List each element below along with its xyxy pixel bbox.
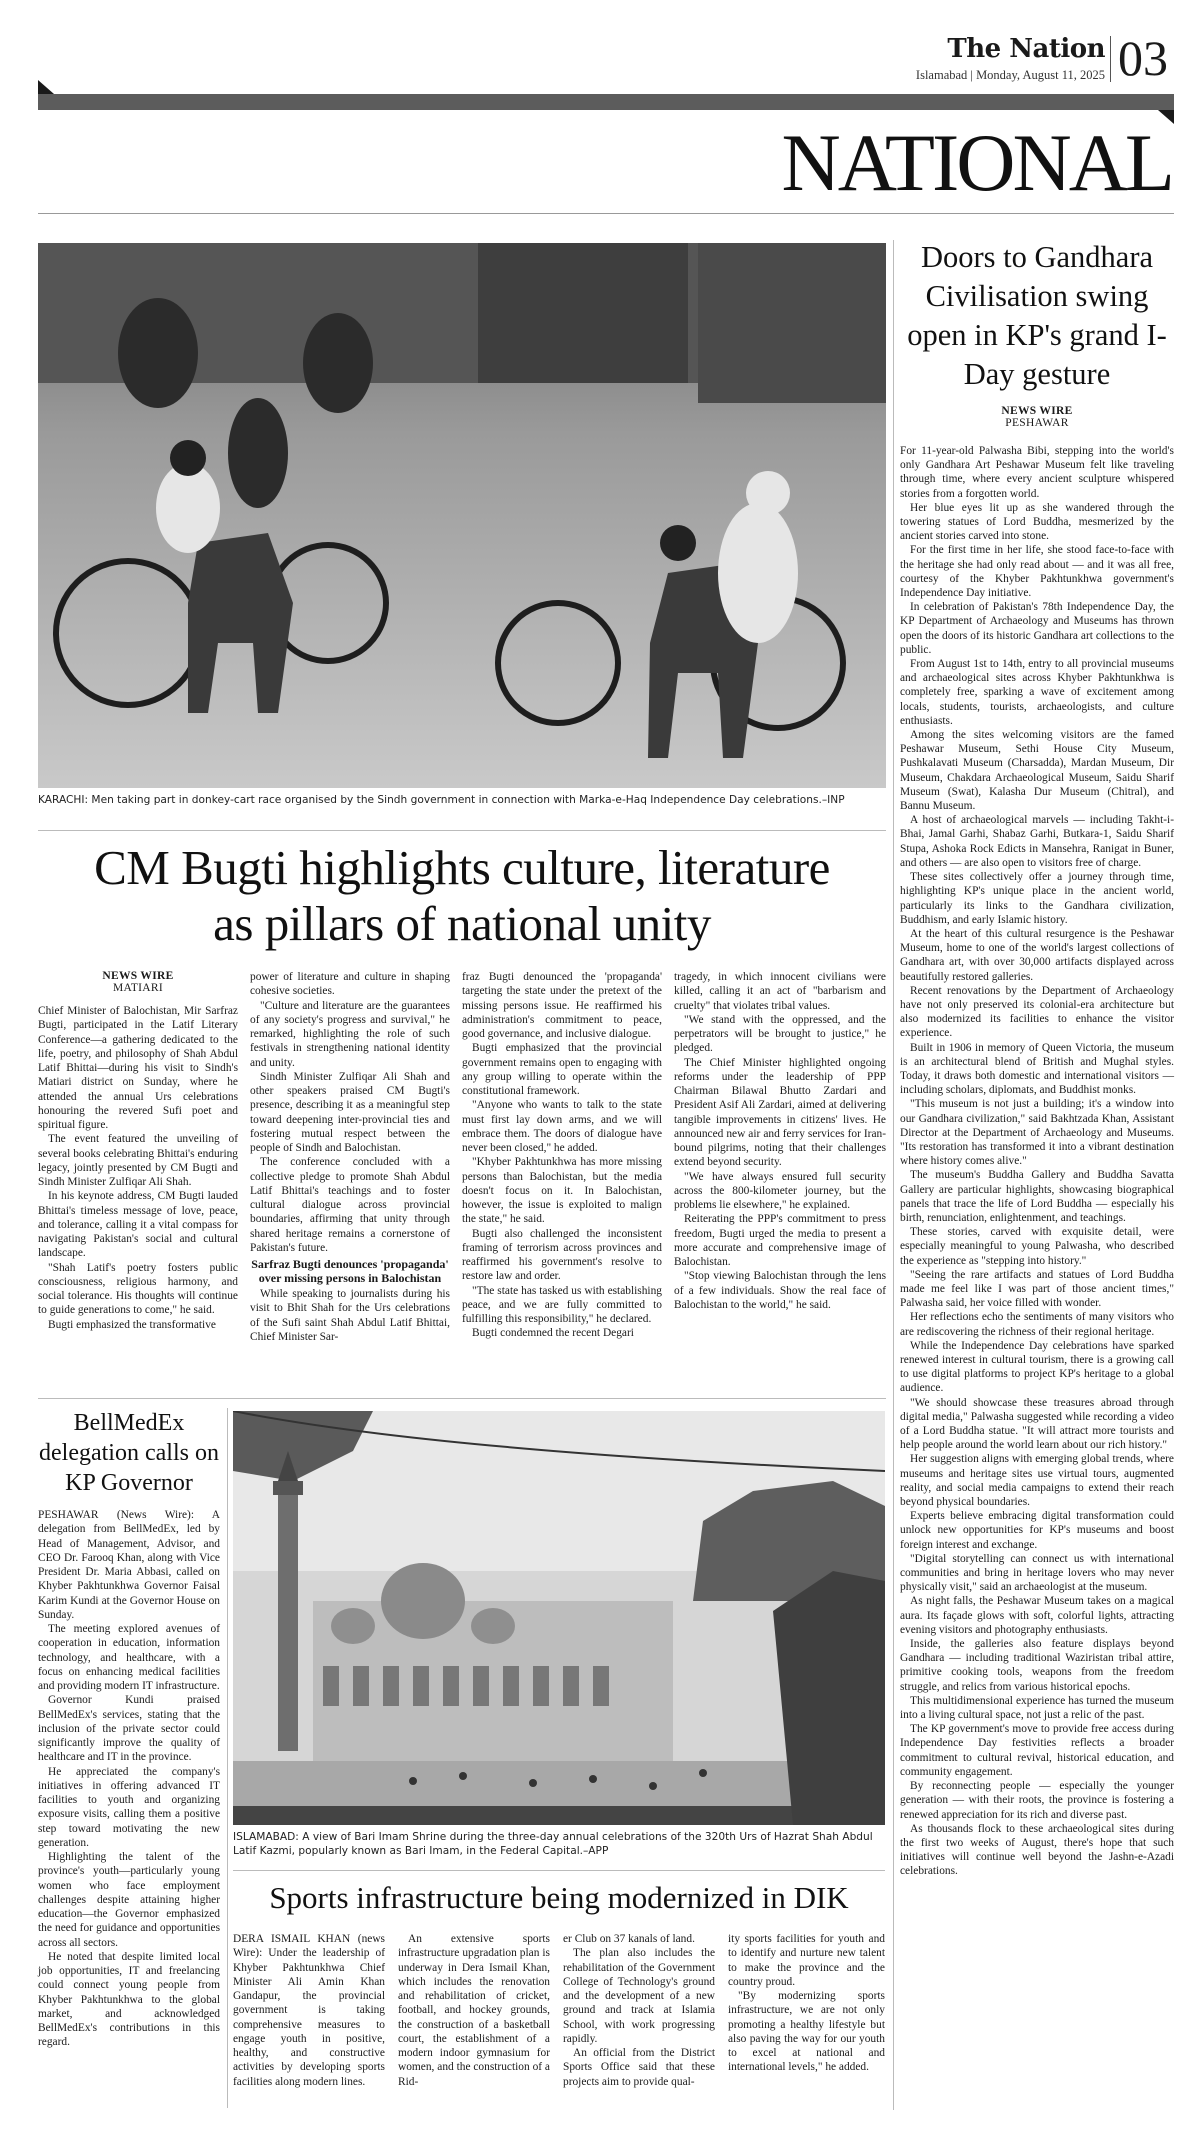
paragraph: He appreciated the company's initiatives in offering advanced IT facilities to youth and organizing exposure visits, calling them a positive step toward motivating the new generation. bbox=[38, 1765, 220, 1849]
paragraph: "Anyone who wants to talk to the state must first lay down arms, and we will embrace them. The doors of dialogue have never been closed," he added. bbox=[462, 1099, 662, 1154]
paragraph: In celebration of Pakistan's 78th Independence Day, the KP Department of Archaeology and Museums has thrown open the doors of its historic Gandhara art collections to the public. bbox=[900, 601, 1174, 656]
bari-imam-shrine-photo bbox=[233, 1411, 885, 1825]
main-story-subhead: Sarfraz Bugti denounces 'propaganda' over missing persons in Balochistan bbox=[251, 1257, 449, 1285]
main-headline-line1: CM Bugti highlights culture, literature bbox=[94, 840, 830, 895]
paragraph: "By modernizing sports infrastructure, we are not only promoting a healthy lifestyle but also paving the way for our youth to excel at national and international levels," he added. bbox=[728, 1990, 885, 2074]
paragraph: An official from the District Sports Office said that these projects aim to provide qual- bbox=[563, 2047, 715, 2088]
left-story-body bbox=[38, 1508, 220, 2050]
paragraph: "Shah Latif's poetry fosters public consciousness, religious harmony, and social tolerance. His thoughts will continue to guide generations to come," he said. bbox=[38, 1261, 238, 1317]
paragraph: For the first time in her life, she stood face-to-face with the heritage she had only read about — and it was all free, courtesy of the Khyber Pakhtunkhwa government's Independence Day initiative. bbox=[900, 544, 1174, 600]
paper-name: The Nation bbox=[947, 34, 1105, 64]
sports-headline: Sports infrastructure being modernized in DIK bbox=[269, 1880, 849, 1915]
paragraph: Reiterating the PPP's commitment to press freedom, Bugti urged the media to present a more accurate and comprehensive image of Balochistan. bbox=[674, 1213, 886, 1268]
paragraph: These stories, carved with exquisite detail, were especially meaningful to young Palwasha, who described the experience as "stepping into history." bbox=[900, 1226, 1174, 1267]
header-bar bbox=[38, 94, 1174, 110]
paragraph: Sindh Minister Zulfiqar Ali Shah and other speakers praised CM Bugti's presence, describing it as a meaningful step toward deepening inter-provincial ties and fostering mutual respect between the people of Sindh and Balochistan. bbox=[250, 1070, 450, 1154]
paragraph: "Culture and literature are the guarantees of any society's progress and survival," he remarked, highlighting the role of such festivals in strengthening national identity and unity. bbox=[250, 999, 450, 1069]
paragraph: DERA ISMAIL KHAN (news Wire): Under the leadership of Khyber Pakhtunkhwa Chief Minister Ali Amin Khan Gandapur, the provincial government is taking comprehensive measures to engage youth in positive, healthy, and constructive activities by developing sports facilities along modern lines. bbox=[233, 1933, 385, 2088]
paragraph: The conference concluded with a collective pledge to promote Shah Abdul Latif Bhittai's teachings and to foster cultural dialogue across provincial boundaries, affirming that unity through shared heritage remains a cornerstone of Pakistan's future. bbox=[250, 1156, 450, 1254]
paragraph: Recent renovations by the Department of Archaeology have not only preserved its colonial-era architecture but also modernized its facilities to enhance the visitor experience. bbox=[900, 984, 1174, 1040]
paragraph: As night falls, the Peshawar Museum takes on a magical aura. Its façade glows with soft, colorful lights, attracting evening visitors and photography enthusiasts. bbox=[900, 1595, 1174, 1636]
header-bar-notch-left bbox=[38, 80, 54, 94]
top-photo-caption: KARACHI: Men taking part in donkey-cart race organised by the Sindh government in connection with Marka-e-Haq Independence Day celebrations.–INP bbox=[38, 794, 845, 806]
main-byline bbox=[38, 970, 238, 994]
paragraph: Highlighting the talent of the province's youth—particularly young women who face employment challenges despite attaining higher education—the Governor emphasized the need for guidance and opportunities across all sectors. bbox=[38, 1851, 220, 1949]
paragraph: The museum's Buddha Gallery and Buddha Savatta Gallery are particular highlights, showcasing biographical panels that trace the life of Lord Buddha — especially his birth, renunciation, enlightenment, and teachings. bbox=[900, 1169, 1174, 1224]
paragraph: Chief Minister of Balochistan, Mir Sarfraz Bugti, participated in the Latif Literary Conference—a gathering dedicated to the life, poetry, and philosophy of Shah Abdul Latif Bhittai—during his visit to Sindh's Matiari district on Sunday, where he attended the annual Urs celebrations honouring the revered Sufi poet and spiritual figure. bbox=[38, 1005, 238, 1131]
section-rule bbox=[38, 213, 1174, 214]
paragraph: The Chief Minister highlighted ongoing reforms under the leadership of PPP Chairman Bilawal Bhutto Zardari and President Asif Ali Zardari, aimed at delivering tangible improvements in citizens' lives. He announced new air and ferry services for Iran-bound pilgrims, noting that their challenges extend beyond security. bbox=[674, 1056, 886, 1169]
masthead bbox=[0, 0, 1200, 215]
donkey-cart-race-photo bbox=[38, 243, 886, 788]
left-headline: BellMedEx delegation calls on KP Governor bbox=[39, 1410, 219, 1496]
paragraph: "We stand with the oppressed, and the perpetrators will be brought to justice," he pledged. bbox=[674, 1013, 886, 1055]
dateline-separator: | bbox=[970, 68, 977, 82]
main-headline bbox=[38, 840, 886, 952]
bottom-photo-caption: ISLAMABAD: A view of Bari Imam Shrine during the three-day annual celebrations of the 320th Urs of Hazrat Shah Abdul Latif Kazmi, popularly known as Bari Imam, in the Federal Capital.–APP bbox=[233, 1831, 873, 1857]
paragraph: Governor Kundi praised BellMedEx's services, stating that the inclusion of the private sector could significantly improve the quality of healthcare and IT in the province. bbox=[38, 1694, 220, 1764]
main-story-col3 bbox=[462, 970, 662, 1341]
paragraph: "Khyber Pakhtunkhwa has more missing persons than Balochistan, but the media doesn't focus on it. In Balochistan, however, the issue is exploited to malign the state," he said. bbox=[462, 1156, 662, 1226]
paragraph: The event featured the unveiling of several books celebrating Bhittai's enduring legacy, jointly presented by CM Bugti and Sindh Minister Zulfiqar Ali Shah. bbox=[38, 1133, 238, 1188]
dateline-city: Islamabad bbox=[915, 68, 968, 82]
paragraph: As thousands flock to these archaeological sites during the first two weeks of August, there's hope that such initiatives will continue well beyond the Jashn-e-Azadi celebrations. bbox=[900, 1822, 1174, 1878]
paragraph: Bugti emphasized that the provincial government remains open to engaging with any group willing to operate within the constitutional framework. bbox=[462, 1042, 662, 1097]
paragraph: "Digital storytelling can connect us with international communities and bring in heritage lovers who may never physically visit," said an archaeologist at the museum. bbox=[900, 1552, 1174, 1594]
masthead-divider bbox=[1110, 36, 1111, 82]
main-byline-wire: NEWS WIRE bbox=[102, 970, 174, 982]
paragraph: "We should showcase these treasures abroad through digital media," Palwasha suggested while recording a video of a Lord Buddha statue. "It will attract more tourists and help people around the world learn about our rich history." bbox=[900, 1396, 1174, 1452]
main-headline-line2: as pillars of national unity bbox=[213, 896, 711, 951]
main-byline-place: MATIARI bbox=[112, 982, 163, 994]
paragraph: From August 1st to 14th, entry to all provincial museums and archaeological sites across Khyber Pakhtunkhwa is completely free, sparking a wave of excitement among locals, students, tourists, archaeologists, and culture enthusiasts. bbox=[900, 658, 1174, 727]
right-byline-wire: NEWS WIRE bbox=[1001, 405, 1073, 417]
paragraph: ity sports facilities for youth and to identify and nurture new talent to make the province and the country proud. bbox=[728, 1933, 885, 1988]
paragraph: "Seeing the rare artifacts and statues of Lord Buddha made me feel like I was part of those ancient times," Palwasha said, her voice filled with wonder. bbox=[900, 1268, 1174, 1310]
paragraph: The plan also includes the rehabilitation of the Government College of Technology's ground and the development of a new ground and track at Islamia School, with work progressing rapidly. bbox=[563, 1947, 715, 2045]
paragraph: power of literature and culture in shaping cohesive societies. bbox=[250, 971, 450, 998]
paragraph: Her blue eyes lit up as she wandered through the towering statues of Lord Buddha, mesmerized by the ancient stories carved into stone. bbox=[900, 501, 1174, 543]
caption-rule bbox=[38, 830, 886, 831]
paragraph: By reconnecting people — especially the younger generation — with their roots, the province is fostering a renewed appreciation for its rich and diverse past. bbox=[900, 1780, 1174, 1821]
paragraph: "The state has tasked us with establishing peace, and we are fully committed to fulfilling this responsibility," he declared. bbox=[462, 1284, 662, 1325]
paragraph: In his keynote address, CM Bugti lauded Bhittai's timeless message of love, peace, and tolerance, calling it a vital compass for navigating Pakistan's social and cultural landscape. bbox=[38, 1190, 238, 1260]
paragraph: Bugti also challenged the inconsistent framing of terrorism across provinces and reaffirmed his government's resolve to restore law and order. bbox=[462, 1227, 662, 1283]
right-byline bbox=[900, 405, 1174, 429]
sports-col3 bbox=[563, 1932, 715, 2089]
paragraph: Among the sites welcoming visitors are the famed Peshawar Museum, Sethi House City Museum, Pushkalavati Museum (Charsadda), Mardan Museum, Dir Museum, Chakdara Archaeological Museum, Saidu Sharif Museum (Swat), Kalasha Dur Museum (Chitral), and Bannu Museum. bbox=[900, 729, 1174, 813]
main-story-col4 bbox=[674, 970, 886, 1312]
sports-col2 bbox=[398, 1932, 550, 2089]
paragraph: The meeting explored avenues of cooperation in education, information technology, and healthcare, with a focus on enhancing medical facilities and providing modern IT infrastructure. bbox=[38, 1623, 220, 1692]
paragraph: At the heart of this cultural resurgence is the Peshawar Museum, home to one of the world's largest collections of Gandhara art, with over 30,000 artifacts displayed across beautifully restored galleries. bbox=[900, 927, 1174, 983]
paragraph: Built in 1906 in memory of Queen Victoria, the museum is an architectural blend of British and Mughal styles. Today, it draws both domestic and international visitors — including scholars, diplomats, and Buddhist monks. bbox=[900, 1041, 1174, 1097]
paragraph: Experts believe embracing digital transformation could unlock new opportunities for KP's museums and boost foreign interest and exchange. bbox=[900, 1510, 1174, 1551]
right-story-body bbox=[900, 444, 1174, 1879]
paragraph: An extensive sports infrastructure upgradation plan is underway in Dera Ismail Khan, which includes the renovation and rehabilitation of cricket, football, and hockey grounds, the construction of a basketball court, the establishment of a modern indoor gymnasium for women, and the construction of a Rid- bbox=[398, 1933, 550, 2088]
paragraph: er Club on 37 kanals of land. bbox=[563, 1933, 695, 1945]
paragraph: He noted that despite limited local job opportunities, IT and freelancing could connect young people from Khyber Pakhtunkhwa to the global market, and acknowledged BellMedEx's contributions in this regard. bbox=[38, 1950, 220, 2049]
paragraph: While speaking to journalists during his visit to Bhit Shah for the Urs celebrations of the Sufi saint Shah Abdul Latif Bhittai, Chief Minister Sar- bbox=[250, 1288, 450, 1343]
paragraph: PESHAWAR (News Wire): A delegation from BellMedEx, led by Head of Management, Advisor, and CEO Dr. Farooq Khan, along with Vice President Dr. Maria Abbasi, called on Khyber Pakhtunkhwa Governor Faisal Karim Kundi at the Governor House on Sunday. bbox=[38, 1509, 220, 1621]
paragraph: "This museum is not just a building; it's a window into our Gandhara civilization," said Bakhtzada Khan, Assistant Director at the Department of Archaeology and Museums. "Its restoration has transformed it into a vibrant destination where history comes alive." bbox=[900, 1098, 1174, 1168]
left-column-divider bbox=[227, 1408, 228, 2108]
sports-col4 bbox=[728, 1932, 885, 2075]
paragraph: Bugti condemned the recent Degari bbox=[472, 1327, 634, 1340]
paragraph: fraz Bugti denounced the 'propaganda' targeting the state under the pretext of the missing persons issue. He reaffirmed his administration's commitment to peace, good governance, and inclusive dialogue. bbox=[462, 971, 662, 1040]
paragraph: "We have always ensured full security across the 800-kilometer journey, but the problems lie elsewhere," he explained. bbox=[674, 1170, 886, 1211]
paragraph: tragedy, in which innocent civilians were killed, calling it an act of "barbarism and cruelty" that violates tribal values. bbox=[674, 971, 886, 1012]
right-byline-place: PESHAWAR bbox=[1005, 417, 1069, 429]
paragraph: Her reflections echo the sentiments of many visitors who are rediscovering the richness of their regional heritage. bbox=[900, 1311, 1174, 1338]
paragraph: Her suggestion aligns with emerging global trends, where museums and heritage sites use virtual tours, augmented reality, and social media campaigns to extend their reach beyond physical boundaries. bbox=[900, 1453, 1174, 1509]
sports-col1 bbox=[233, 1932, 385, 2089]
section-title: NATIONAL bbox=[781, 117, 1172, 208]
paragraph: Inside, the galleries also feature displays beyond Gandhara — including traditional Waziristan tribal attire, primitive cooking tools, weapons from the freedom struggle, and relics from various historical epochs. bbox=[900, 1638, 1174, 1693]
dateline-date: Monday, August 11, 2025 bbox=[976, 68, 1105, 82]
paragraph: For 11-year-old Palwasha Bibi, stepping into the world's only Gandhara Art Peshawar Museum felt like traveling through time, where every ancient sculpture whispered stories from a forgotten world. bbox=[900, 445, 1174, 500]
paragraph: "Stop viewing Balochistan through the lens of a few individuals. Show the real face of Balochistan to the world," he said. bbox=[674, 1270, 886, 1311]
paragraph: This multidimensional experience has turned the museum into a living cultural space, not just a relic of the past. bbox=[900, 1694, 1174, 1722]
main-story-col2 bbox=[250, 970, 450, 1344]
lower-section-rule bbox=[38, 1398, 886, 1399]
main-story-col1 bbox=[38, 1004, 238, 1332]
paragraph: Bugti emphasized the transformative bbox=[48, 1318, 216, 1331]
bottom-caption-rule bbox=[233, 1870, 885, 1871]
paragraph: These sites collectively offer a journey through time, highlighting KP's unique place in the ancient world, particularly its links to the Gandhara civilization, Buddhism, and early Islamic history. bbox=[900, 871, 1174, 926]
right-headline: Doors to Gandhara Civilisation swing open in KP's grand I-Day gesture bbox=[907, 240, 1167, 391]
dateline bbox=[916, 68, 1105, 83]
page-number: 03 bbox=[1118, 30, 1168, 86]
paragraph: The KP government's move to provide free access during Independence Day festivities reflects a broader commitment to cultural revival, historical education, and community engagement. bbox=[900, 1723, 1174, 1778]
paragraph: While the Independence Day celebrations have sparked renewed interest in cultural tourism, there is a growing call to use digital platforms to project KP's heritage to a global audience. bbox=[900, 1339, 1174, 1395]
right-column-divider bbox=[893, 240, 894, 2110]
paragraph: A host of archaeological marvels — including Takht-i-Bhai, Jamal Garhi, Shabaz Garhi, Butkara-1, Saidu Sharif Stupa, Ashoka Rock Edicts in Mansehra, Ranigat in Buner, and others — are also open to visitors free of charge. bbox=[900, 814, 1174, 869]
